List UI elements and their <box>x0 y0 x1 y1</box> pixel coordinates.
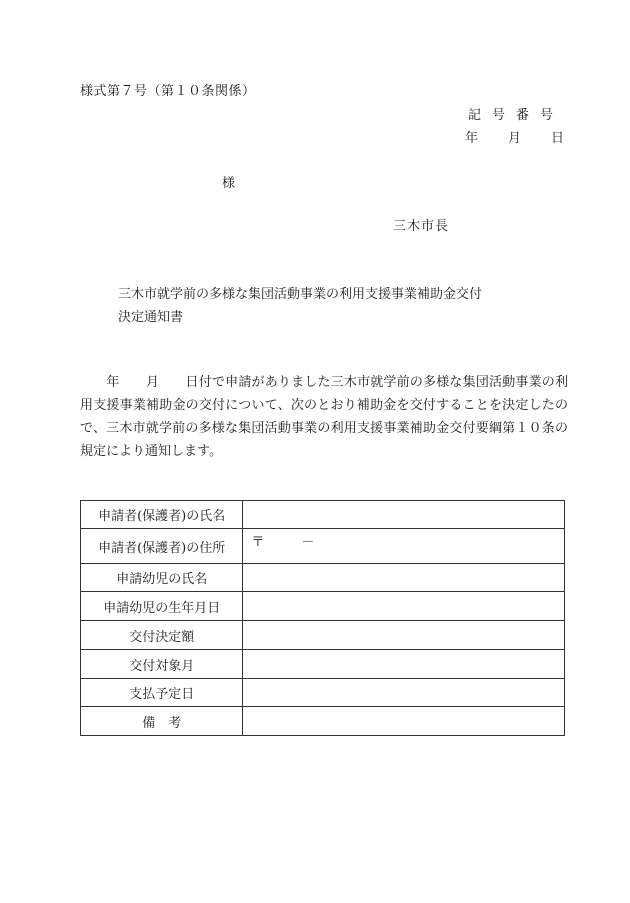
info-table <box>80 500 565 736</box>
table-row <box>81 707 565 736</box>
table-row <box>81 592 565 621</box>
document-date <box>465 127 564 146</box>
form-number: 様式第７号（第１０条関係） <box>80 84 256 99</box>
table-row <box>81 529 565 564</box>
body-paragraph: 年 月 日付で申請がありました三木市就学前の多様な集団活動事業の利用支援事業補助金の交付について、次のとおり補助金を交付することを決定したので、三木市就学前の多様な集団活動事業の利用支援事業補助金交付要綱第１０条の規定により通知します。 <box>80 375 568 459</box>
row-label-payment-date: 支払予定日 <box>81 679 243 707</box>
row-value-grant-amount[interactable] <box>243 621 565 650</box>
table-row <box>81 501 565 529</box>
postal-dash: － <box>301 535 315 550</box>
date-day-label: 日 <box>550 131 564 146</box>
row-label-applicant-name: 申請者(保護者)の氏名 <box>81 501 243 529</box>
body-text <box>80 371 568 463</box>
sender-name: 三木市長 <box>393 219 450 234</box>
document-title-line1: 三木市就学前の多様な集団活動事業の利用支援事業補助金交付 <box>118 287 483 302</box>
row-label-applicant-address: 申請者(保護者)の住所 <box>81 529 243 564</box>
document-number-label: 記号番号 <box>467 108 564 123</box>
row-label-child-name: 申請幼児の氏名 <box>81 564 243 592</box>
row-value-grant-month[interactable] <box>243 650 565 679</box>
row-label-remarks: 備 考 <box>81 707 243 736</box>
row-value-child-name[interactable] <box>243 564 565 592</box>
row-value-child-birthdate[interactable] <box>243 592 565 621</box>
table-row <box>81 650 565 679</box>
date-year-label: 年 <box>464 131 478 146</box>
row-label-grant-month: 交付対象月 <box>81 650 243 679</box>
addressee-suffix: 様 <box>222 176 236 191</box>
table-row <box>81 621 565 650</box>
row-value-payment-date[interactable] <box>243 679 565 707</box>
row-value-remarks[interactable] <box>243 707 565 736</box>
table-row <box>81 564 565 592</box>
date-month-label: 月 <box>507 131 521 146</box>
row-value-applicant-name[interactable] <box>243 501 565 529</box>
row-label-grant-amount: 交付決定額 <box>81 621 243 650</box>
document-title-line2: 決定通知書 <box>118 310 184 325</box>
postal-mark: 〒 <box>251 535 265 550</box>
row-label-child-birthdate: 申請幼児の生年月日 <box>81 592 243 621</box>
document-title <box>118 283 482 329</box>
row-value-applicant-address[interactable] <box>243 529 565 564</box>
table-row <box>81 679 565 707</box>
